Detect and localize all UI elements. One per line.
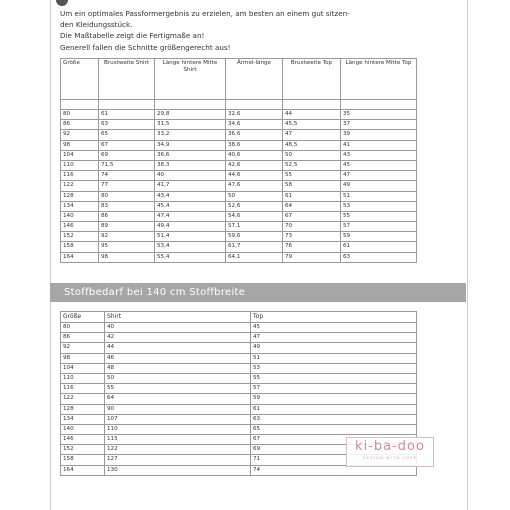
- table-row: [61, 363, 417, 373]
- table-cell: 80: [61, 110, 99, 120]
- table-cell: 146: [61, 435, 105, 445]
- table-cell: 35: [341, 110, 417, 120]
- table-cell: 46: [105, 353, 251, 363]
- table-cell: 55: [283, 171, 341, 181]
- table-cell: 89: [99, 222, 155, 232]
- table-cell: 51,4: [155, 232, 226, 242]
- table-cell: 37: [341, 120, 417, 130]
- size-table-header: [61, 59, 417, 100]
- header-brustweite-shirt: Brustweite Shirt: [99, 59, 155, 100]
- table-cell: 67: [251, 435, 417, 445]
- table-cell: 31,5: [155, 120, 226, 130]
- table-row: [61, 232, 417, 242]
- size-table: [60, 58, 417, 263]
- table-cell: 64,1: [226, 252, 283, 262]
- table-row: [61, 201, 417, 211]
- table-cell: 92: [61, 343, 105, 353]
- table-cell: 59: [251, 394, 417, 404]
- table-cell: 152: [61, 445, 105, 455]
- table-cell: 70: [283, 222, 341, 232]
- intro-text: [60, 8, 460, 53]
- table-cell: 36,6: [155, 150, 226, 160]
- table-cell: 158: [61, 242, 99, 252]
- table-cell: 61,7: [226, 242, 283, 252]
- table-cell: 128: [61, 191, 99, 201]
- table-cell: 63: [341, 252, 417, 262]
- table-cell: 67: [99, 140, 155, 150]
- table-row: [61, 160, 417, 170]
- table-cell: 90: [105, 404, 251, 414]
- table-cell: 98: [61, 353, 105, 363]
- table-cell: 69: [99, 150, 155, 160]
- intro-line-1: Um ein optimales Passformergebnis zu erzielen, am besten an einem gut sitzen-: [60, 9, 350, 18]
- table-cell: 140: [61, 424, 105, 434]
- table-cell: 134: [61, 414, 105, 424]
- table-cell: 110: [105, 424, 251, 434]
- header-aermellaenge: Ärmel-länge: [226, 59, 283, 100]
- table-cell: 122: [105, 445, 251, 455]
- table-cell: 50: [283, 150, 341, 160]
- table-cell: 83: [99, 201, 155, 211]
- table-cell: 67: [283, 211, 341, 221]
- logo-tagline: DESIGN WITH LOVE: [362, 456, 418, 460]
- table-cell: 74: [99, 171, 155, 181]
- table-row: [61, 404, 417, 414]
- table-cell: 48: [105, 363, 251, 373]
- table-cell: 63: [251, 414, 417, 424]
- table-cell: 57: [341, 222, 417, 232]
- table-cell: 41: [341, 140, 417, 150]
- table-cell: 55,4: [155, 252, 226, 262]
- table-cell: 47: [251, 333, 417, 343]
- table-cell: 55: [251, 373, 417, 383]
- table-cell: 57: [251, 384, 417, 394]
- table-cell: 98: [61, 140, 99, 150]
- table-cell: 95: [99, 242, 155, 252]
- table-cell: 33,2: [155, 130, 226, 140]
- table-cell: 40: [155, 171, 226, 181]
- table-row: [61, 424, 417, 434]
- table-cell: 146: [61, 222, 99, 232]
- table-cell: 58: [283, 181, 341, 191]
- table-row: [61, 252, 417, 262]
- table-cell: 49: [251, 343, 417, 353]
- fabric-header-top: Top: [251, 312, 417, 323]
- size-table-body: [61, 100, 417, 263]
- table-cell: 45,4: [155, 201, 226, 211]
- table-cell: 59: [341, 232, 417, 242]
- header-laenge-shirt: Länge hintere Mitte Shirt: [155, 59, 226, 100]
- table-cell: 51: [341, 191, 417, 201]
- table-cell: 36,6: [226, 130, 283, 140]
- table-cell: [155, 100, 226, 110]
- table-cell: 61: [99, 110, 155, 120]
- intro-line-3: Die Maßtabelle zeigt die Fertigmaße an!: [60, 31, 205, 41]
- table-cell: 86: [61, 120, 99, 130]
- table-cell: 140: [61, 211, 99, 221]
- table-cell: [283, 100, 341, 110]
- table-cell: 38,6: [226, 140, 283, 150]
- table-cell: 74: [251, 465, 417, 475]
- table-cell: 61: [341, 242, 417, 252]
- table-cell: 44,6: [226, 171, 283, 181]
- table-cell: 86: [61, 333, 105, 343]
- table-cell: 42: [105, 333, 251, 343]
- table-cell: 86: [99, 211, 155, 221]
- table-row: [61, 384, 417, 394]
- table-cell: 80: [61, 323, 105, 333]
- table-cell: 128: [61, 404, 105, 414]
- intro-line-4: Generell fallen die Schnitte größengerecht aus!: [60, 42, 231, 52]
- table-cell: 63: [99, 120, 155, 130]
- table-cell: 152: [61, 232, 99, 242]
- table-cell: 44: [283, 110, 341, 120]
- table-cell: 52,6: [226, 201, 283, 211]
- table-cell: 61: [251, 404, 417, 414]
- table-cell: 80: [99, 191, 155, 201]
- table-cell: 55: [105, 384, 251, 394]
- table-row: [61, 333, 417, 343]
- table-cell: 53,4: [155, 242, 226, 252]
- table-cell: 40,6: [226, 150, 283, 160]
- logo-name: ki-ba-doo: [355, 439, 425, 454]
- table-spacer-row: [61, 100, 417, 110]
- table-row: [61, 373, 417, 383]
- table-cell: 29,8: [155, 110, 226, 120]
- table-cell: 47: [283, 130, 341, 140]
- table-cell: 79: [283, 252, 341, 262]
- table-cell: 65: [99, 130, 155, 140]
- table-cell: 115: [105, 435, 251, 445]
- table-cell: 110: [61, 373, 105, 383]
- table-row: [61, 211, 417, 221]
- table-cell: 71,5: [99, 160, 155, 170]
- table-cell: 47: [341, 171, 417, 181]
- table-cell: 50: [226, 191, 283, 201]
- table-cell: 52,5: [283, 160, 341, 170]
- table-cell: 127: [105, 455, 251, 465]
- table-cell: 122: [61, 181, 99, 191]
- table-cell: 53: [251, 363, 417, 373]
- table-cell: 47,6: [226, 181, 283, 191]
- table-cell: 164: [61, 465, 105, 475]
- table-cell: 61: [283, 191, 341, 201]
- table-cell: 48,5: [283, 140, 341, 150]
- table-row: [61, 120, 417, 130]
- table-cell: 107: [105, 414, 251, 424]
- table-cell: 134: [61, 201, 99, 211]
- header-groesse: Größe: [61, 59, 99, 100]
- table-cell: 65: [251, 424, 417, 434]
- table-cell: 116: [61, 171, 99, 181]
- fabric-header-shirt: Shirt: [105, 312, 251, 323]
- table-cell: [226, 100, 283, 110]
- table-cell: 104: [61, 363, 105, 373]
- table-cell: 77: [99, 181, 155, 191]
- table-cell: 34,6: [226, 120, 283, 130]
- table-cell: 57,1: [226, 222, 283, 232]
- table-cell: 43: [341, 150, 417, 160]
- table-cell: 76: [283, 242, 341, 252]
- table-row: [61, 150, 417, 160]
- table-cell: 44: [105, 343, 251, 353]
- table-row: [61, 140, 417, 150]
- table-cell: 42,6: [226, 160, 283, 170]
- table-cell: 104: [61, 150, 99, 160]
- table-cell: 116: [61, 384, 105, 394]
- intro-line-2: den Kleidungsstück.: [60, 20, 133, 30]
- table-row: [61, 323, 417, 333]
- table-cell: 38,3: [155, 160, 226, 170]
- table-cell: 39: [341, 130, 417, 140]
- table-row: [61, 353, 417, 363]
- fabric-table-header: [61, 312, 417, 323]
- table-cell: 110: [61, 160, 99, 170]
- table-cell: 51: [251, 353, 417, 363]
- table-cell: 32,6: [226, 110, 283, 120]
- table-cell: [341, 100, 417, 110]
- table-cell: 59,6: [226, 232, 283, 242]
- header-laenge-top: Länge hintere Mitte Top: [341, 59, 417, 100]
- table-row: [61, 394, 417, 404]
- table-cell: 92: [61, 130, 99, 140]
- table-cell: 98: [99, 252, 155, 262]
- table-row: [61, 181, 417, 191]
- table-cell: [61, 100, 99, 110]
- table-row: [61, 343, 417, 353]
- table-row: [61, 242, 417, 252]
- table-cell: 64: [105, 394, 251, 404]
- table-cell: 50: [105, 373, 251, 383]
- table-cell: 49: [341, 181, 417, 191]
- table-cell: 54,6: [226, 211, 283, 221]
- table-row: [61, 222, 417, 232]
- table-cell: 122: [61, 394, 105, 404]
- table-cell: 43,4: [155, 191, 226, 201]
- fabric-header-groesse: Größe: [61, 312, 105, 323]
- table-cell: 45: [341, 160, 417, 170]
- table-row: [61, 191, 417, 201]
- table-cell: 73: [283, 232, 341, 242]
- table-cell: 53: [341, 201, 417, 211]
- table-row: [61, 130, 417, 140]
- table-cell: 49,4: [155, 222, 226, 232]
- table-cell: [99, 100, 155, 110]
- table-cell: 130: [105, 465, 251, 475]
- table-row: [61, 110, 417, 120]
- table-cell: 34,9: [155, 140, 226, 150]
- table-cell: 71: [251, 455, 417, 465]
- header-brustweite-top: Brustweite Top: [283, 59, 341, 100]
- table-cell: 41,7: [155, 181, 226, 191]
- table-cell: 158: [61, 455, 105, 465]
- table-cell: 40: [105, 323, 251, 333]
- table-row: [61, 171, 417, 181]
- table-cell: 92: [99, 232, 155, 242]
- table-cell: 55: [341, 211, 417, 221]
- brand-logo: [346, 437, 434, 467]
- table-cell: 45: [251, 323, 417, 333]
- fabric-section-title: Stoffbedarf bei 140 cm Stoffbreite: [50, 283, 466, 302]
- table-row: [61, 414, 417, 424]
- table-cell: 45,5: [283, 120, 341, 130]
- table-cell: 47,4: [155, 211, 226, 221]
- table-cell: 69: [251, 445, 417, 455]
- table-cell: 64: [283, 201, 341, 211]
- table-cell: 164: [61, 252, 99, 262]
